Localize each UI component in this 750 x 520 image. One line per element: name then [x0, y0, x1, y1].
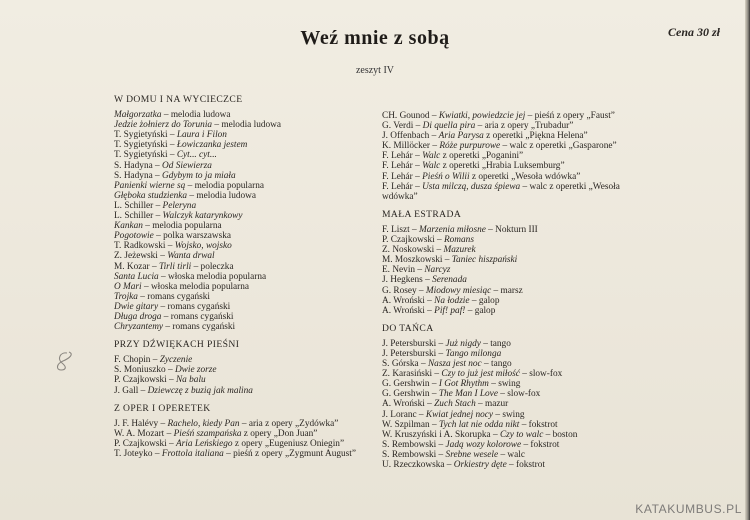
song-title: Orkiestry dęte	[453, 460, 507, 470]
song-note: – walc z operetki „Gasparone”	[500, 141, 617, 152]
list-item	[114, 181, 369, 191]
list-item	[382, 141, 632, 151]
song-note: z opery „Don Juan”	[241, 428, 318, 439]
composer: E. Nevin –	[382, 265, 425, 276]
composer: G. Gershwin –	[382, 389, 439, 400]
song-title: Pieśń szampańska	[173, 428, 242, 439]
list-item	[382, 131, 632, 141]
list-item	[114, 439, 369, 449]
list-item	[382, 359, 632, 369]
song-title: Pieśń o Wilii	[422, 171, 470, 182]
list-item	[114, 120, 369, 130]
song-note: – galop	[465, 305, 496, 316]
song-note: – fokstrot	[506, 460, 545, 470]
song-title: Chryzantemy	[114, 322, 164, 333]
song-title: Narcyz	[424, 265, 451, 276]
section-heading: Z OPER I OPERETEK	[114, 402, 211, 414]
list-item	[114, 365, 369, 375]
song-note: – tango	[481, 359, 512, 370]
song-title: Głęboka studzienka	[114, 190, 188, 201]
list-item	[382, 111, 632, 121]
section-heading: W DOMU I NA WYCIECZCE	[114, 94, 243, 105]
list-item	[382, 460, 632, 470]
song-title: Usta milczą, dusza śpiewa	[422, 181, 521, 192]
list-item	[114, 201, 369, 211]
song-note: – romans cygański	[163, 322, 236, 333]
song-title: Na balu	[175, 375, 206, 386]
song-title: Pogotowie	[114, 231, 154, 242]
song-note: z operetki „Hrabia Luksemburg”	[440, 161, 565, 172]
list-item	[382, 369, 632, 379]
pencil-mark-icon	[54, 350, 84, 372]
song-title: O Mari	[114, 281, 142, 292]
song-note: – pieśń z opery „Zygmunt August”	[223, 449, 356, 459]
list-item	[114, 386, 369, 396]
song-note: – swing	[493, 409, 525, 420]
list-item	[382, 182, 632, 202]
composer: Z. Jeżewski –	[114, 251, 168, 262]
list-item	[382, 389, 632, 399]
song-title: Jedzie żołnierz do Torunia	[114, 120, 213, 131]
composer: G. Verdi –	[382, 121, 423, 132]
song-title: Życzenie	[159, 355, 193, 366]
list-item	[114, 110, 369, 120]
song-title: Walc	[422, 151, 441, 162]
composer: G. Gershwin –	[382, 379, 439, 390]
composer: F. Lehár –	[382, 171, 423, 182]
song-note: – romans cygański	[158, 301, 231, 312]
song-title: Nasza jest noc	[427, 359, 482, 370]
list-item	[382, 275, 632, 285]
list-item	[382, 161, 632, 171]
composer: S. Hadyna –	[114, 170, 163, 181]
composer: U. Rzeczkowska –	[382, 460, 454, 470]
page-edge-shadow	[745, 0, 750, 520]
song-note: z operetki „Wesoła wdówka”	[469, 171, 581, 182]
composer: J. Gall –	[114, 385, 148, 396]
song-title: I Got Rhythm	[438, 379, 489, 390]
song-title: Walc	[422, 161, 441, 172]
song-title: Pif! paf!	[434, 305, 466, 316]
song-note: – melodia popularna	[185, 180, 265, 191]
composer: T. Joteyko –	[114, 449, 162, 459]
composer: S. Górska –	[382, 359, 428, 370]
song-note: – poleczka	[191, 261, 234, 272]
song-title: Gdybym to ja miała	[162, 170, 236, 181]
song-note: – boston	[543, 429, 578, 440]
song-title: Dwie gitary	[114, 301, 159, 312]
composer: M. Moszkowski –	[382, 255, 452, 266]
song-note: – galop	[469, 295, 500, 306]
list-item	[114, 221, 369, 231]
composer: Z. Noskowski –	[382, 245, 444, 256]
composer: P. Czajkowski –	[114, 375, 176, 386]
composer: L. Schiller –	[114, 211, 163, 222]
composer: F. Lehár –	[382, 151, 423, 162]
song-title: Srebne wesele	[445, 449, 499, 460]
song-title: Tango milonga	[445, 348, 502, 359]
composer: J. Offenbach –	[382, 131, 439, 142]
song-note: – romans cygański	[137, 291, 210, 302]
song-note: – fokstrot	[521, 439, 560, 450]
composer: P. Czajkowski –	[114, 438, 176, 449]
watermark: KATAKUMBUS.PL	[635, 502, 742, 516]
list-item	[382, 430, 632, 440]
list-item	[114, 449, 369, 459]
song-title: The Man I Love	[438, 389, 498, 400]
song-note: z opery „Eugeniusz Oniegin”	[232, 438, 345, 449]
composer: F. Lehár –	[382, 181, 423, 192]
song-note: – melodia ludowa	[212, 120, 281, 131]
list-item	[382, 306, 632, 316]
list-item	[114, 355, 369, 365]
list-item	[382, 172, 632, 182]
song-title: Wanta drwal	[167, 251, 215, 262]
composer: S. Hadyna –	[114, 160, 163, 171]
list-item	[114, 161, 369, 171]
composer: J. Loranc –	[382, 409, 426, 420]
song-note: – walc z operetki „Wesoła wdówka”	[382, 181, 620, 202]
list-item	[382, 399, 632, 409]
song-note: z operetki „Piękna Helena”	[483, 131, 588, 142]
song-title: Długa droga	[114, 311, 162, 322]
song-title: Dziewczę z buzią jak malina	[147, 385, 253, 396]
list-item	[382, 121, 632, 131]
list-item	[382, 379, 632, 389]
song-title: Walczyk katarynkowy	[162, 211, 243, 222]
document-title: Weź mnie z sobą	[300, 27, 450, 49]
song-note: – slow-fox	[519, 369, 563, 380]
list-item	[114, 211, 369, 221]
list-item	[382, 296, 632, 306]
song-title: Wojsko, wojsko	[174, 241, 232, 252]
song-note: – romans cygański	[161, 311, 234, 322]
composer: J. Hegkens –	[382, 275, 433, 286]
song-title: Panienki wierne są	[114, 180, 186, 191]
list-item	[382, 410, 632, 420]
price-label: Cena 30 zł	[667, 25, 720, 39]
song-title: Laura i Filon	[176, 130, 227, 141]
list-item	[114, 292, 369, 302]
composer: J. Petersburski –	[382, 338, 446, 349]
list-item	[114, 191, 369, 201]
composer: W. Kruszyński i A. Skorupka –	[382, 429, 500, 440]
right-column	[382, 111, 632, 470]
list-item	[382, 349, 632, 359]
composer: L. Schiller –	[114, 200, 163, 211]
list-item	[114, 241, 369, 251]
list-item	[382, 225, 632, 235]
list-item	[114, 429, 369, 439]
composer: F. Lehár –	[382, 161, 423, 172]
song-title: Santa Lucia	[114, 271, 159, 282]
section-heading: MAŁA ESTRADA	[382, 208, 462, 220]
song-note: – pieśń z opery „Faust”	[525, 111, 615, 121]
song-title: Tirli tirli	[158, 261, 192, 272]
song-title: Rachelo, kiedy Pan	[167, 418, 240, 429]
composer: S. Moniuszko –	[114, 365, 175, 376]
list-item	[114, 171, 369, 181]
song-title: Małgorzatka	[114, 110, 162, 121]
composer: Z. Karasiński –	[382, 369, 442, 380]
list-item	[114, 419, 369, 429]
composer: T. Radkowski –	[114, 241, 175, 252]
composer: T. Sygietyński –	[114, 150, 177, 161]
song-title: Miodowy miesiąc	[425, 285, 492, 296]
composer: CH. Gounod –	[382, 111, 439, 121]
song-note: – włoska melodia popularna	[158, 271, 267, 282]
composer: G. Rosey –	[382, 285, 426, 296]
list-item	[382, 151, 632, 161]
composer: S. Rembowski –	[382, 449, 446, 460]
song-note: – melodia ludowa	[161, 110, 231, 121]
song-note: – mazur	[475, 399, 509, 410]
composer: F. Liszt –	[382, 224, 419, 235]
song-title: Taniec hiszpański	[451, 255, 518, 266]
song-title: Łowiczanka jestem	[176, 140, 248, 151]
list-item	[114, 251, 369, 261]
song-note: z operetki „Poganini”	[440, 151, 524, 162]
section-heading: DO TAŃCA	[382, 322, 434, 334]
song-title: Mazurek	[443, 245, 476, 256]
song-title: Marzenia miłosne	[418, 224, 486, 235]
song-note: – Nokturn III	[485, 224, 538, 235]
song-note: – melodia ludowa	[187, 190, 257, 201]
composer: T. Sygietyński –	[114, 130, 177, 141]
song-title: Od Siewierza	[162, 160, 212, 171]
composer: W. Szpilman –	[382, 419, 439, 430]
composer: K. Millöcker –	[382, 141, 440, 152]
composer: A. Wroński –	[382, 399, 435, 410]
list-item	[382, 265, 632, 275]
left-column	[114, 95, 369, 459]
song-note: – włoska melodia popularna	[141, 281, 250, 292]
list-item	[114, 130, 369, 140]
composer: A. Wroński –	[382, 305, 435, 316]
song-title: Aria Parysa	[438, 131, 484, 142]
list-item	[114, 312, 369, 322]
song-note: – walc	[498, 449, 525, 460]
song-note: – fokstrot	[519, 419, 558, 430]
song-note: – aria z opery „Trubadur”	[475, 121, 574, 132]
song-title: Czy to walc	[499, 429, 544, 440]
list-item	[114, 262, 369, 272]
song-title: Cyt... cyt...	[176, 150, 217, 161]
composer: J. Petersburski –	[382, 348, 446, 359]
composer: T. Sygietyński –	[114, 140, 177, 151]
list-item	[114, 302, 369, 312]
song-title: Trojka	[114, 291, 138, 302]
issue-label: zeszyt IV	[355, 65, 395, 76]
list-item	[382, 339, 632, 349]
song-title: Frottola italiana	[161, 449, 224, 459]
song-title: Czy to już jest miłość	[441, 369, 520, 380]
song-title: Tych lat nie odda nikt	[438, 419, 520, 430]
song-title: Dwie zorze	[174, 365, 217, 376]
song-note: – aria z opery „Żydówka”	[239, 418, 339, 429]
composer: M. Kozar –	[114, 261, 159, 272]
song-title: Kwiat jednej nocy	[425, 409, 494, 420]
list-item	[382, 450, 632, 460]
song-title: Aria Leńskiego	[175, 438, 233, 449]
song-note: – swing	[488, 379, 521, 390]
song-title: Kwiatki, powiedzcie jej	[438, 111, 526, 121]
list-item	[114, 282, 369, 292]
list-item	[114, 375, 369, 385]
composer: A. Wroński –	[382, 295, 435, 306]
song-title: Jadą wozy kolorowe	[445, 439, 522, 450]
song-title: Róże purpurowe	[439, 141, 501, 152]
composer: S. Rembowski –	[382, 439, 446, 450]
song-note: – slow-fox	[497, 389, 541, 400]
composer: J. F. Halévy –	[114, 418, 168, 429]
song-title: Już nigdy	[445, 338, 481, 349]
song-title: Kankan	[114, 221, 143, 232]
list-item	[382, 245, 632, 255]
list-item	[114, 272, 369, 282]
song-note: – polka warszawska	[153, 231, 231, 242]
song-title: Romans	[443, 235, 474, 246]
song-note: – tango	[480, 338, 511, 349]
song-title: Di quella pira	[422, 121, 476, 132]
song-title: Na łodzie	[434, 295, 470, 306]
song-note: – marsz	[491, 285, 523, 296]
song-title: Serenada	[432, 275, 467, 286]
list-item	[114, 231, 369, 241]
composer: F. Chopin –	[114, 355, 160, 366]
list-item	[382, 440, 632, 450]
section-heading: PRZY DŹWIĘKACH PIEŚNI	[114, 339, 240, 351]
list-item	[382, 235, 632, 245]
song-title: Zuch Stach	[434, 399, 476, 410]
song-note: – melodia popularna	[142, 221, 222, 232]
list-item	[114, 140, 369, 150]
list-item	[382, 255, 632, 265]
list-item	[114, 322, 369, 332]
composer: W. A. Mozart –	[114, 428, 174, 439]
list-item	[382, 420, 632, 430]
song-title: Peleryna	[162, 200, 197, 211]
composer: P. Czajkowski –	[382, 235, 444, 246]
list-item	[114, 150, 369, 160]
list-item	[382, 286, 632, 296]
